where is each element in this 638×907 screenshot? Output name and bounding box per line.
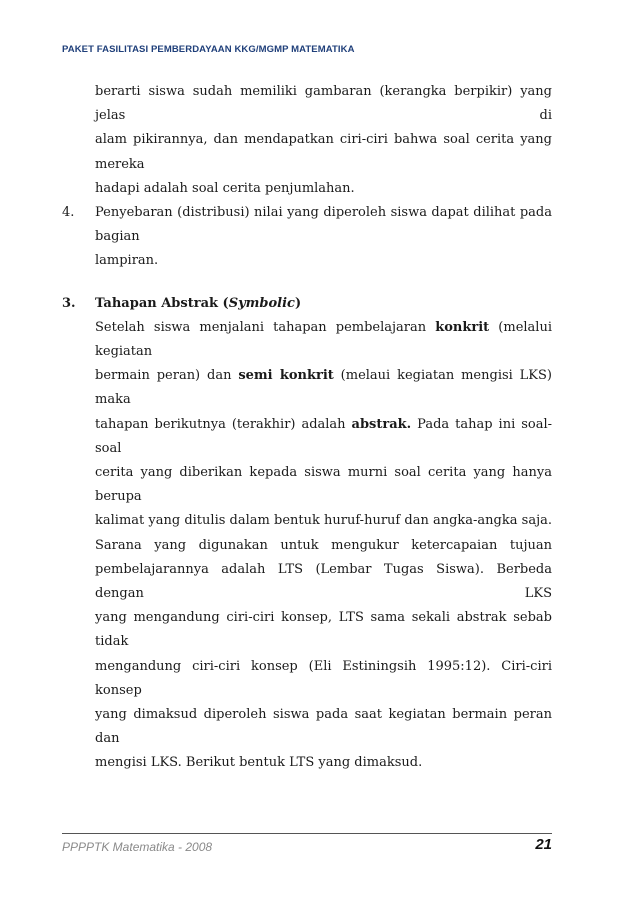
text-line: bermain peran) dan semi konkrit (melaui kegiatan mengisi LKS) maka <box>95 368 552 408</box>
text-line: lampiran. <box>95 253 159 269</box>
section-title-suffix: ) <box>294 295 302 311</box>
section-title-prefix: Tahapan Abstrak ( <box>95 295 229 311</box>
section-heading <box>62 292 552 316</box>
running-header: PAKET FASILITASI PEMBERDAYAAN KKG/MGMP MATEMATIKA <box>62 44 355 55</box>
bold-term: semi konkrit <box>238 368 334 384</box>
text-line: tahapan berikutnya (terakhir) adalah abstrak. Pada tahap ini soal-soal <box>95 416 553 456</box>
text-line: alam pikirannya, dan mendapatkan ciri-ciri bahwa soal cerita yang mereka <box>95 132 552 172</box>
text-line: hadapi adalah soal cerita penjumlahan. <box>95 180 355 196</box>
text-line: berarti siswa sudah memiliki gambaran (kerangka berpikir) yang jelas di <box>95 84 552 124</box>
bold-term: abstrak. <box>351 416 412 432</box>
text-line: yang mengandung ciri-ciri konsep, LTS sama sekali abstrak sebab tidak <box>95 610 552 650</box>
text-line: pembelajarannya adalah LTS (Lembar Tugas Siswa). Berbeda dengan LKS <box>95 561 552 602</box>
page-number: 21 <box>535 836 552 853</box>
section-title-italic: Symbolic <box>228 295 295 311</box>
text-line: mengandung ciri-ciri konsep (Eli Estiningsih 1995:12). Ciri-ciri konsep <box>95 658 552 698</box>
text-line: yang dimaksud diperoleh siswa pada saat kegiatan bermain peran dan <box>95 707 552 747</box>
section-paragraph <box>62 316 552 776</box>
page-body <box>62 80 552 776</box>
list-item-4 <box>62 201 552 274</box>
footer-divider <box>62 833 552 834</box>
footer-publisher: PPPPTK Matematika - 2008 <box>62 840 213 854</box>
section-title <box>95 292 301 316</box>
continuation-paragraph <box>62 80 552 201</box>
text-line: Penyebaran (distribusi) nilai yang diperoleh siswa dapat dilihat pada bagian <box>95 205 552 245</box>
item-number: 4. <box>62 205 75 221</box>
section-number: 3. <box>62 295 76 311</box>
text-line: Setelah siswa menjalani tahapan pembelajaran konkrit (melalui kegiatan <box>95 319 552 360</box>
text-line: Sarana yang digunakan untuk mengukur ketercapaian tujuan <box>95 537 552 553</box>
text-line: kalimat yang ditulis dalam bentuk huruf-huruf dan angka-angka saja. <box>95 513 552 529</box>
bold-term: konkrit <box>435 319 490 335</box>
text-line: mengisi LKS. Berikut bentuk LTS yang dimaksud. <box>95 755 423 771</box>
text-line: cerita yang diberikan kepada siswa murni soal cerita yang hanya berupa <box>95 465 552 505</box>
